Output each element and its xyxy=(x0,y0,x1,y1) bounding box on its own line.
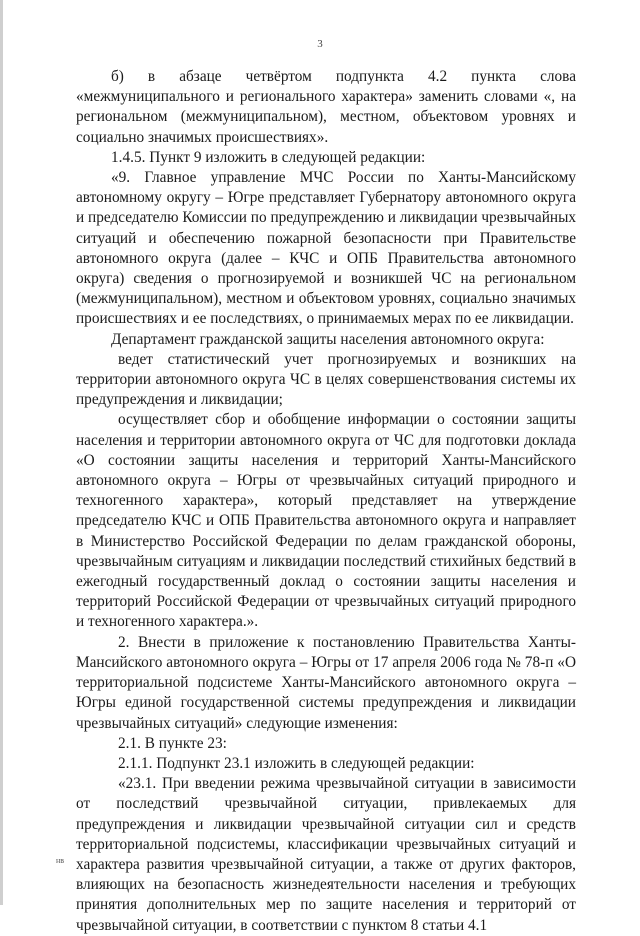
scan-edge xyxy=(0,0,3,905)
document-body xyxy=(76,67,576,936)
paragraph-3: «9. Главное управление МЧС России по Ханты-Мансийскому автономному округу – Югре представляет Губернатору автономного округа и председателю Комиссии по предупреждению и ликвидации чрезвычайных ситуаций и обеспечению пожарной безопасности при Правительстве автономного округа (далее – КЧС и ОПБ Правительства автономного округа) сведения о прогнозируемой и возникшей ЧС на региональном (межмуниципальном), местном и объектовом уровнях, социально значимых происшествиях и ее последствиях, о принимаемых мерах по ее ликвидации. xyxy=(76,169,576,328)
footer-mark: нв xyxy=(56,856,65,865)
paragraph-7: 2. Внести в приложение к постановлению Правительства Ханты-Мансийского автономного округа – Югры от 17 апреля 2006 года № 78-п «О территориальной подсистеме Ханты-Мансийского автономного округа – Югры единой государственной системы предупреждения и ликвидации чрезвычайных ситуаций» следующие изменения: xyxy=(76,633,576,732)
paragraph-5: ведет статистический учет прогнозируемых и возникших на территории автономного округа ЧС в целях совершенствования системы их предупреждения и ликвидации; xyxy=(76,350,576,409)
paragraph-9: 2.1.1. Подпункт 23.1 изложить в следующей редакции: xyxy=(118,754,475,772)
paragraph-1: б) в абзаце четвёртом подпункта 4.2 пункта слова «межмуниципального и регионального характера» заменить словами «, на региональном (межмуниципальном), местном, объектовом уровнях и социально значимых происшествиях». xyxy=(76,68,576,146)
paragraph-2: 1.4.5. Пункт 9 изложить в следующей редакции: xyxy=(111,148,426,166)
paragraph-10: «23.1. При введении режима чрезвычайной ситуации в зависимости от последствий чрезвычайной ситуации, привлекаемых для предупреждения и ликвидации чрезвычайной ситуации сил и средств территориальной подсистемы, классификации чрезвычайных ситуаций и характера развития чрезвычайной ситуации, а также от других факторов, влияющих на безопасность жизнедеятельности населения и требующих принятия дополнительных мер по защите населения и территорий от чрезвычайной ситуации, в соответствии с пунктом 8 статьи 4.1 xyxy=(76,775,576,934)
page-number: 3 xyxy=(317,38,323,50)
paragraph-4: Департамент гражданской защиты населения автономного округа: xyxy=(111,330,545,348)
paragraph-6: осуществляет сбор и обобщение информации о состоянии защиты населения и территории автономного округа от ЧС для подготовки доклада «О состоянии защиты населения и территорий Ханты-Мансийского автономного округа – Югры от чрезвычайных ситуаций природного и техногенного характера», который представляет на утверждение председателю КЧС и ОПБ Правительства автономного округа и направляет в Министерство Российской Федерации по делам гражданской обороны, чрезвычайным ситуациям и ликвидации последствий стихийных бедствий в ежегодный государственный доклад о состоянии защиты населения и территорий Российской Федерации от чрезвычайных ситуаций природного и техногенного характера.». xyxy=(76,411,576,631)
paragraph-8: 2.1. В пункте 23: xyxy=(118,734,227,752)
